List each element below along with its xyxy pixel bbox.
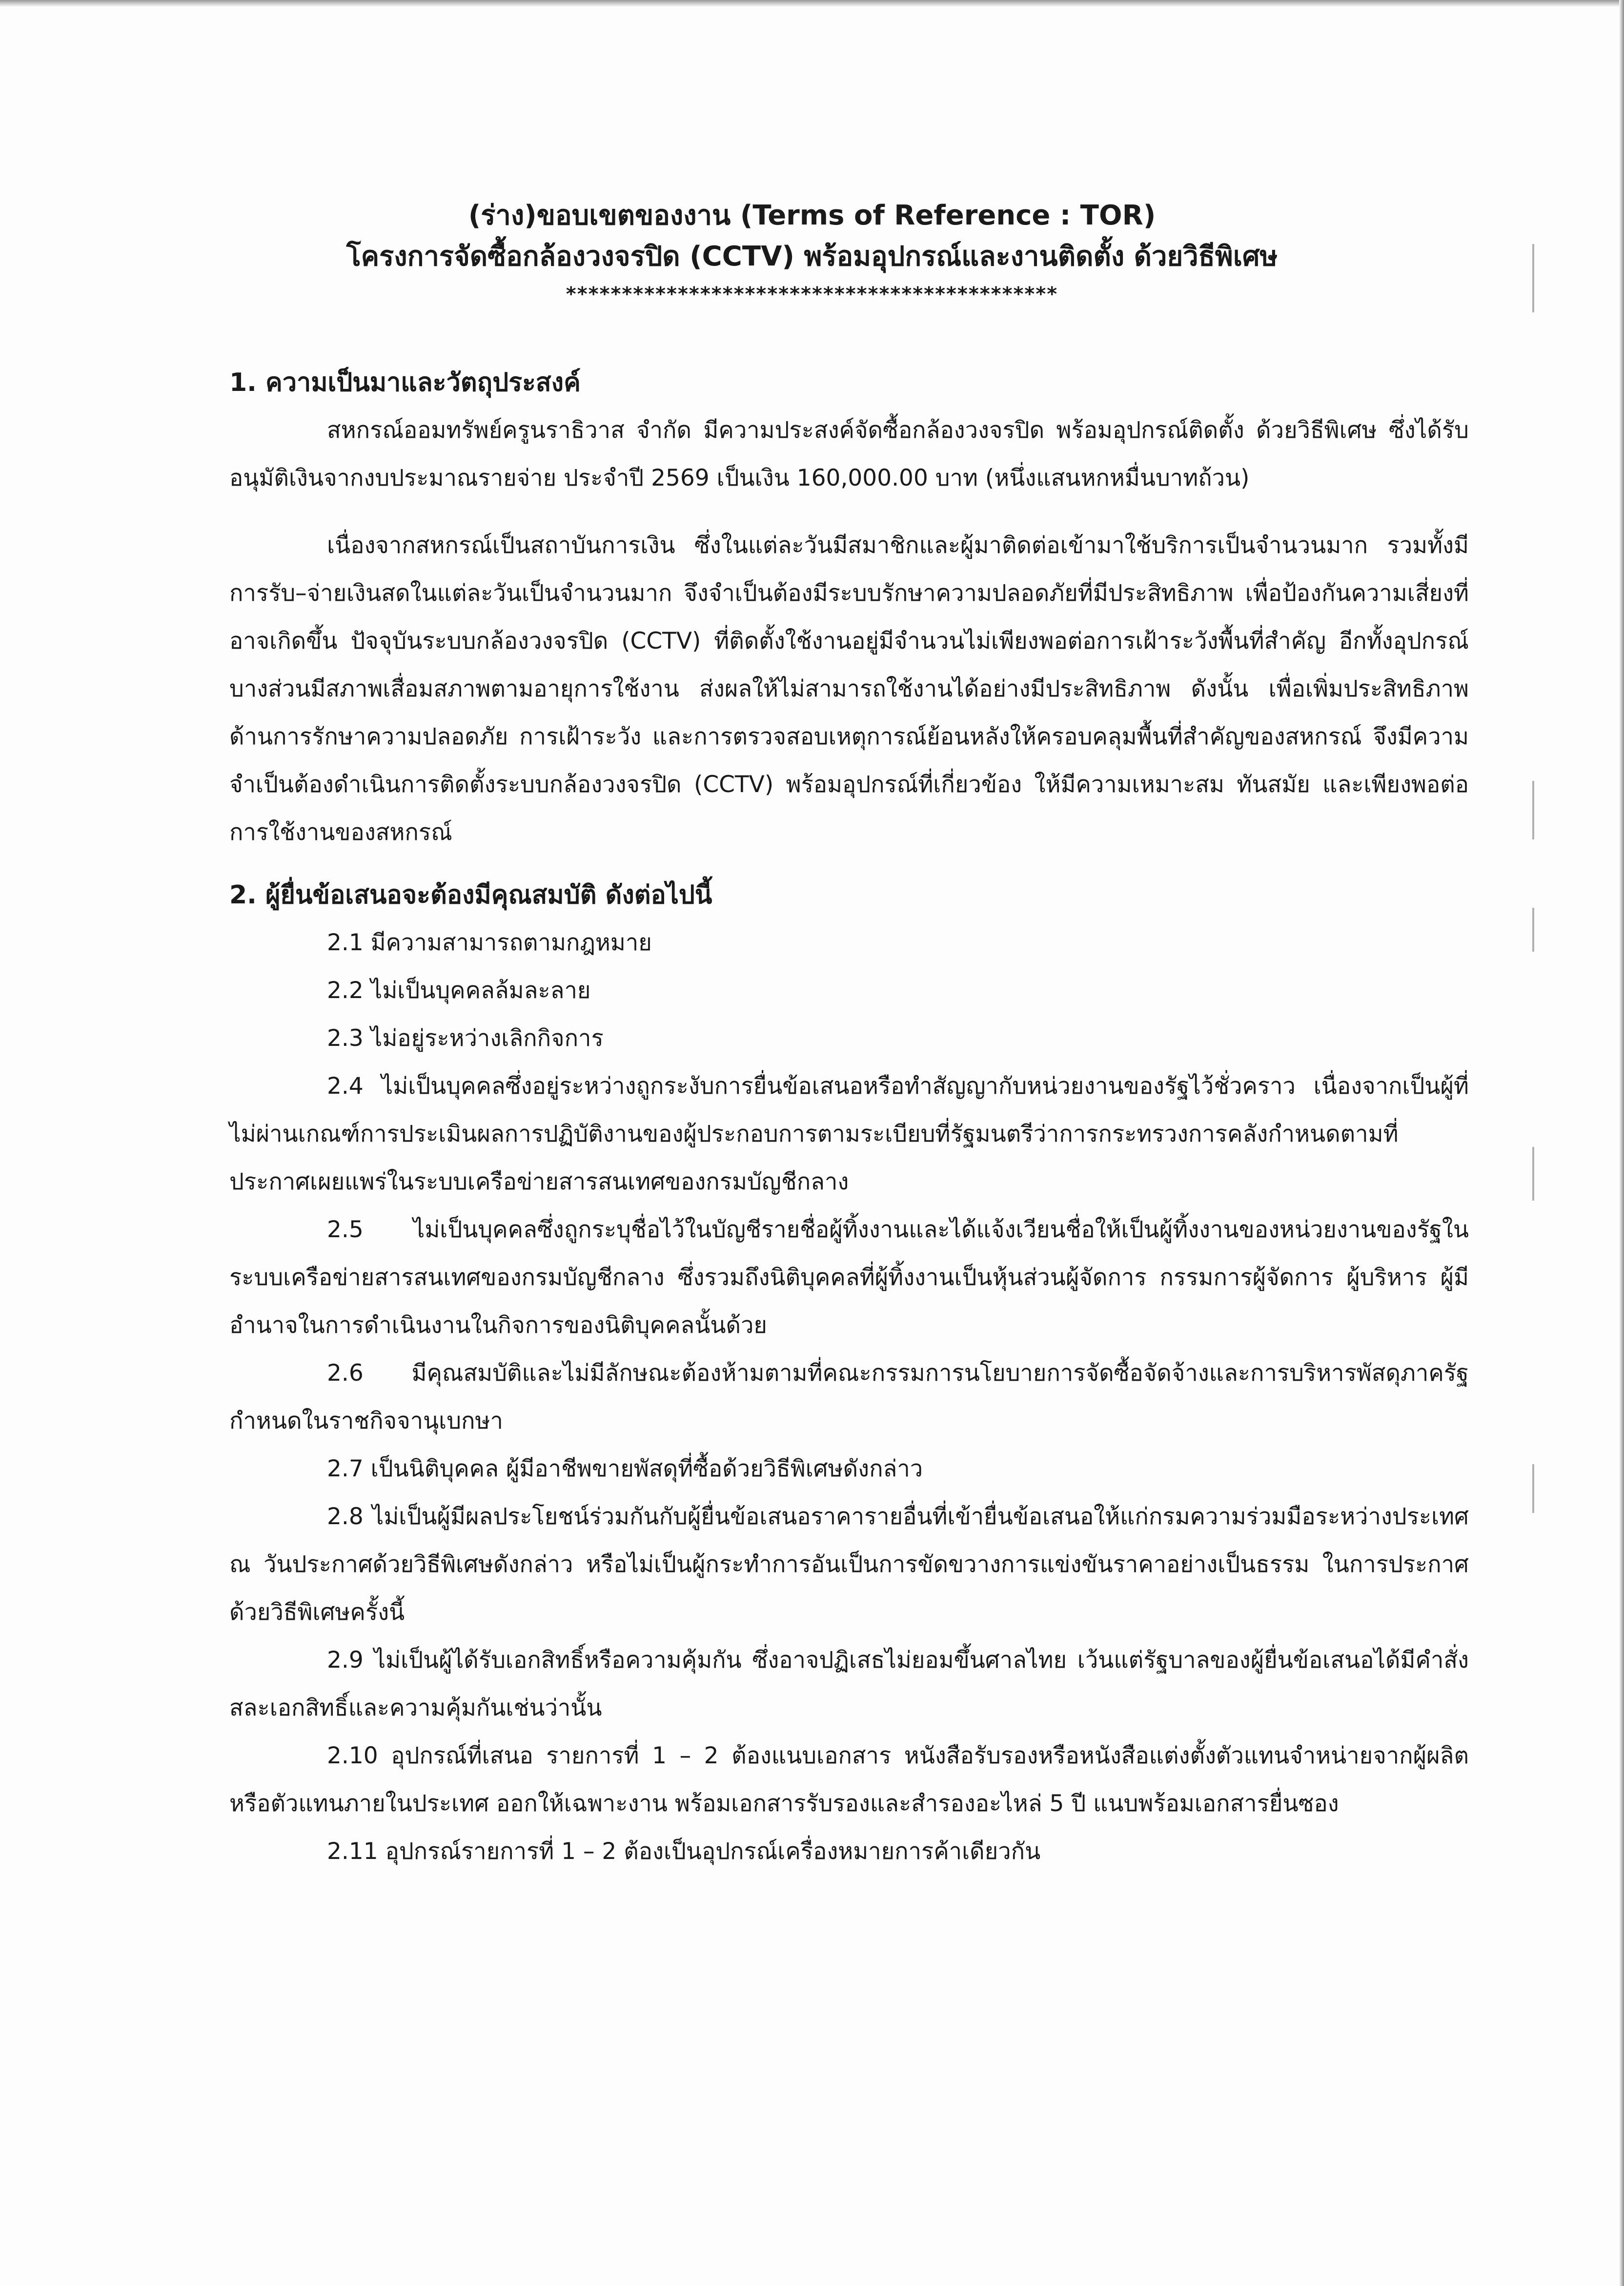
qualification-item: 2.1 มีความสามารถตามกฎหมาย	[327, 929, 652, 956]
qualification-item: 2.9 ไม่เป็นผู้ได้รับเอกสิทธิ์หรือความคุ้มกัน ซึ่งอาจปฏิเสธไม่ยอมขึ้นศาลไทย เว้นแต่รัฐบาลของผู้ยื่นข้อเสนอได้มีคำสั่งสละเอกสิทธิ์และความคุ้มกันเช่นว่านั้น	[229, 1647, 1469, 1721]
document-header	[0, 195, 1624, 311]
qualification-item: 2.10 อุปกรณ์ที่เสนอ รายการที่ 1 – 2 ต้องแนบเอกสาร หนังสือรับรองหรือหนังสือแต่งตั้งตัวแทนจำหน่ายจากผู้ผลิต หรือตัวแทนภายในประเทศ ออกให้เฉพาะงาน พร้อมเอกสารรับรองและสำรองอะไหล่ 5 ปี แนบพร้อมเอกสารยื่นซอง	[229, 1742, 1469, 1817]
qualification-item: 2.3 ไม่อยู่ระหว่างเลิกกิจการ	[327, 1025, 604, 1052]
section-1-paragraph: เนื่องจากสหกรณ์เป็นสถาบันการเงิน ซึ่งในแต่ละวันมีสมาชิกและผู้มาติดต่อเข้ามาใช้บริการเป็นจำนวนมาก รวมทั้งมีการรับ–จ่ายเงินสดในแต่ละวันเป็นจำนวนมาก จึงจำเป็นต้องมีระบบรักษาความปลอดภัยที่มีประสิทธิภาพ เพื่อป้องกันความเสี่ยงที่อาจเกิดขึ้น ปัจจุบันระบบกล้องวงจรปิด (CCTV) ที่ติดตั้งใช้งานอยู่มีจำนวนไม่เพียงพอต่อการเฝ้าระวังพื้นที่สำคัญ อีกทั้งอุปกรณ์บางส่วนมีสภาพเสื่อมสภาพตามอายุการใช้งาน ส่งผลให้ไม่สามารถใช้งานได้อย่างมีประสิทธิภาพ ดังนั้น เพื่อเพิ่มประสิทธิภาพด้านการรักษาความปลอดภัย การเฝ้าระวัง และการตรวจสอบเหตุการณ์ย้อนหลังให้ครอบคลุมพื้นที่สำคัญของสหกรณ์ จึงมีความจำเป็นต้องดำเนินการติดตั้งระบบกล้องวงจรปิด (CCTV) พร้อมอุปกรณ์ที่เกี่ยวข้อง ให้มีความเหมาะสม ทันสมัย และเพียงพอต่อการใช้งานของสหกรณ์	[229, 532, 1469, 846]
separator-stars: ********************************************	[566, 283, 1058, 306]
margin-mark	[1532, 1464, 1534, 1513]
qualification-item: 2.5 ไม่เป็นบุคคลซึ่งถูกระบุชื่อไว้ในบัญชีรายชื่อผู้ทิ้งงานและได้แจ้งเวียนชื่อให้เป็นผู้ทิ้งงานของหน่วยงานของรัฐในระบบเครือข่ายสารสนเทศของกรมบัญชีกลาง ซึ่งรวมถึงนิติบุคคลที่ผู้ทิ้งงานเป็นหุ้นส่วนผู้จัดการ กรรมการผู้จัดการ ผู้บริหาร ผู้มีอำนาจในการดำเนินงานในกิจการของนิติบุคคลนั้นด้วย	[229, 1216, 1469, 1339]
document-body	[229, 359, 1469, 1876]
section-1-paragraph: สหกรณ์ออมทรัพย์ครูนราธิวาส จำกัด มีความประสงค์จัดซื้อกล้องวงจรปิด พร้อมอุปกรณ์ติดตั้ง ด้วยวิธีพิเศษ ซึ่งได้รับอนุมัติเงินจากงบประมาณรายจ่าย ประจำปี 2569 เป็นเงิน 160,000.00 บาท (หนึ่งแสนหกหมื่นบาทถ้วน)	[229, 417, 1469, 491]
margin-mark	[1532, 1147, 1534, 1201]
qualification-item: 2.4 ไม่เป็นบุคคลซึ่งอยู่ระหว่างถูกระงับการยื่นข้อเสนอหรือทำสัญญากับหน่วยงานของรัฐไว้ชั่วคราว เนื่องจากเป็นผู้ที่ไม่ผ่านเกณฑ์การประเมินผลการปฏิบัติงานของผู้ประกอบการตามระเบียบที่รัฐมนตรีว่าการกระทรวงการคลังกำหนดตามที่ประกาศเผยแพร่ในระบบเครือข่ายสารสนเทศของกรมบัญชีกลาง	[229, 1073, 1469, 1195]
qualification-item: 2.7 เป็นนิติบุคคล ผู้มีอาชีพขายพัสดุที่ซื้อด้วยวิธีพิเศษดังกล่าว	[327, 1455, 923, 1482]
scan-edge-right	[1619, 0, 1624, 2286]
qualification-item: 2.6 มีคุณสมบัติและไม่มีลักษณะต้องห้ามตามที่คณะกรรมการนโยบายการจัดซื้อจัดจ้างและการบริหารพัสดุภาครัฐกำหนดในราชกิจจานุเบกษา	[229, 1360, 1469, 1434]
project-title: โครงการจัดซื้อกล้องวงจรปิด (CCTV) พร้อมอุปกรณ์และงานติดตั้ง ด้วยวิธีพิเศษ	[346, 241, 1278, 272]
section-2-heading: 2. ผู้ยื่นข้อเสนอจะต้องมีคุณสมบัติ ดังต่อไปนี้	[229, 880, 712, 910]
scan-edge-top	[0, 0, 1624, 7]
margin-mark	[1532, 908, 1534, 952]
section-1-heading: 1. ความเป็นมาและวัตถุประสงค์	[229, 368, 581, 397]
qualification-item: 2.8 ไม่เป็นผู้มีผลประโยชน์ร่วมกันกับผู้ยื่นข้อเสนอราคารายอื่นที่เข้ายื่นข้อเสนอให้แก่กรมความร่วมมือระหว่างประเทศ ณ วันประกาศด้วยวิธีพิเศษดังกล่าว หรือไม่เป็นผู้กระทำการอันเป็นการขัดขวางการแข่งขันราคาอย่างเป็นธรรม ในการประกาศด้วยวิธีพิเศษครั้งนี้	[229, 1503, 1469, 1626]
document-title: (ร่าง)ขอบเขตของงาน (Terms of Reference : TOR)	[468, 200, 1156, 231]
margin-mark	[1532, 781, 1534, 839]
qualification-item: 2.2 ไม่เป็นบุคคลล้มละลาย	[327, 977, 591, 1004]
qualification-item: 2.11 อุปกรณ์รายการที่ 1 – 2 ต้องเป็นอุปกรณ์เครื่องหมายการค้าเดียวกัน	[327, 1838, 1041, 1865]
